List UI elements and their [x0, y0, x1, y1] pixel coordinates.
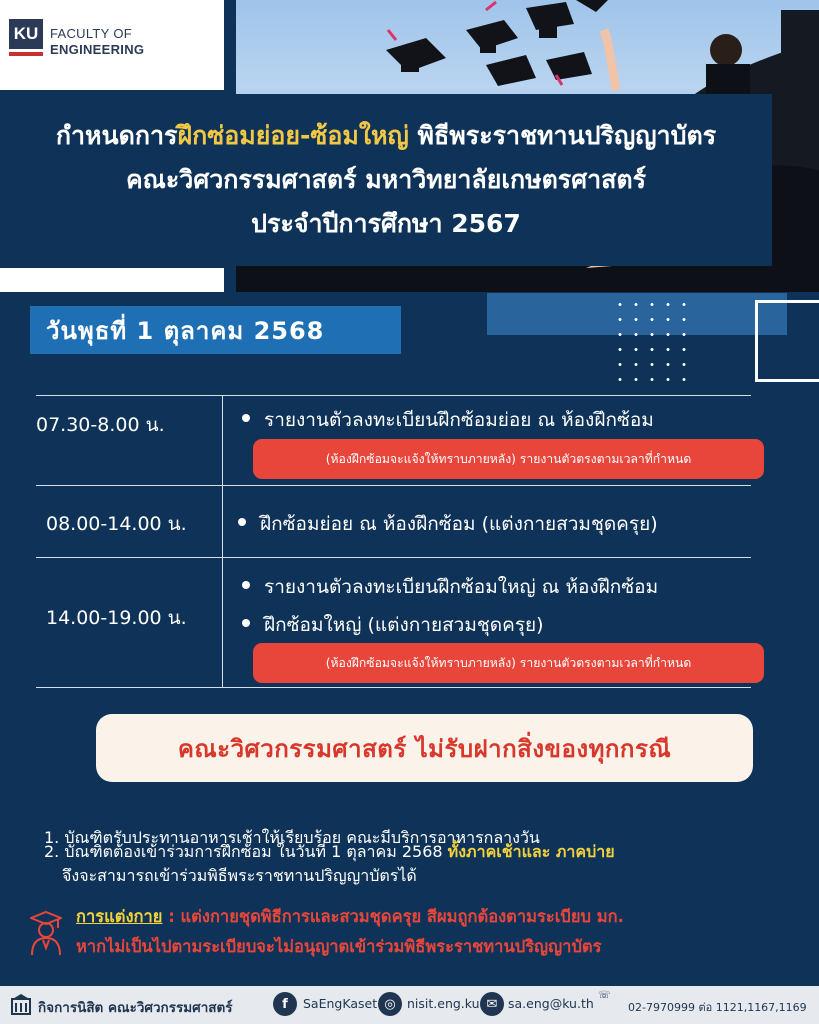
phone-icon: ☏	[598, 990, 611, 1001]
note-1: 1. บัณฑิตรับประทานอาหารเช้าให้เรียบร้อย คณะมีบริการอาหารกลางวัน	[44, 828, 540, 847]
title-banner	[0, 94, 772, 266]
dress-code-text: : แต่งกายชุดพิธีการและสวมชุดครุย สีผมถูกต้องตามระเบียบ มก.	[162, 907, 624, 926]
schedule-item	[242, 610, 544, 640]
footer	[0, 986, 819, 1024]
decorative-frame	[755, 300, 819, 382]
table-divider	[36, 395, 751, 396]
dress-code-line2: หากไม่เป็นไปตามระเบียบจะไม่อนุญาตเข้าร่วมพิธีพระราชทานปริญญาบัตร	[76, 937, 602, 956]
schedule-note: (ห้องฝึกซ้อมจะแจ้งให้ทราบภายหลัง) รายงานตัวตรงตามเวลาที่กำหนด	[253, 643, 764, 683]
schedule-time: 08.00-14.00 น.	[46, 513, 187, 535]
white-accent-strip	[0, 268, 224, 292]
title-line-1	[56, 114, 716, 158]
note-2-line2: จึงจะสามารถเข้าร่วมพิธีพระราชทานปริญญาบัตรได้	[62, 866, 417, 885]
title-highlight: ฝึกซ่อมย่อย-ซ้อมใหญ่	[177, 121, 409, 150]
note-2-text: 2. บัณฑิตต้องเข้าร่วมการฝึกซ้อม ในวันที่ 1 ตุลาคม 2568	[44, 842, 448, 861]
globe-icon[interactable]: ◎	[378, 992, 402, 1016]
schedule-note: (ห้องฝึกซ้อมจะแจ้งให้ทราบภายหลัง) รายงานตัวตรงตามเวลาที่กำหนด	[253, 439, 764, 479]
bullet-icon	[242, 619, 250, 627]
table-divider	[36, 687, 751, 688]
schedule-item-text: ฝึกซ้อมย่อย ณ ห้องฝึกซ้อม (แต่งกายสวมชุดครุย)	[260, 513, 658, 535]
schedule-item	[242, 405, 654, 435]
bullet-icon	[242, 581, 250, 589]
schedule-item-text: ฝึกซ้อมใหญ่ (แต่งกายสวมชุดครุย)	[264, 614, 544, 636]
dress-code-label: การแต่งกาย	[76, 907, 163, 926]
footer-facebook[interactable]: SaEngKaset	[303, 996, 378, 1011]
table-divider	[36, 485, 751, 486]
schedule-item	[242, 572, 658, 602]
footer-phone: 02-7970999 ต่อ 1121,1167,1169	[628, 1001, 807, 1014]
table-column-divider	[222, 395, 223, 687]
bullet-icon	[238, 518, 246, 526]
decorative-dot-grid	[612, 297, 692, 381]
title-line-2: คณะวิศวกรรมศาสตร์ มหาวิทยาลัยเกษตรศาสตร์	[125, 165, 647, 194]
email-icon[interactable]: ✉	[480, 992, 504, 1016]
graduate-icon	[30, 910, 62, 956]
schedule-time: 07.30-8.00 น.	[36, 414, 165, 436]
note-2	[44, 840, 615, 865]
schedule-item-text: รายงานตัวลงทะเบียนฝึกซ้อมใหญ่ ณ ห้องฝึกซ้อม	[264, 576, 659, 598]
title-line-1-prefix: กำหนดการ	[55, 121, 178, 150]
schedule-item	[238, 509, 658, 539]
facebook-icon[interactable]: f	[273, 992, 297, 1016]
logo-underline	[9, 52, 43, 56]
title-line-3: ประจำปีการศึกษา 2567	[251, 209, 521, 238]
faculty-logo	[0, 0, 224, 90]
ku-logo-mark: KU	[9, 19, 43, 49]
title-line-1-suffix: พิธีพระราชทานปริญญาบัตร	[408, 121, 717, 150]
note-2-highlight: ทั้งภาคเช้าและ ภาคบ่าย	[447, 842, 615, 861]
bullet-icon	[242, 414, 250, 422]
footer-email[interactable]: sa.eng@ku.th	[508, 996, 594, 1011]
footer-org: กิจการนิสิต คณะวิศวกรรมศาสตร์	[38, 1000, 233, 1016]
logo-text-line2: ENGINEERING	[50, 42, 145, 57]
no-deposit-warning: คณะวิศวกรรมศาสตร์ ไม่รับฝากสิ่งของทุกกรณี	[96, 714, 753, 782]
table-divider	[36, 557, 751, 558]
building-icon	[10, 993, 32, 1015]
dress-code-line1	[76, 904, 624, 930]
schedule-time: 14.00-19.00 น.	[46, 607, 187, 629]
schedule-item-text: รายงานตัวลงทะเบียนฝึกซ้อมย่อย ณ ห้องฝึกซ้อม	[264, 409, 654, 431]
event-date: วันพุธที่ 1 ตุลาคม 2568	[30, 306, 401, 354]
logo-text-line1: FACULTY OF	[50, 26, 132, 41]
footer-website[interactable]: nisit.eng.ku	[407, 996, 480, 1011]
